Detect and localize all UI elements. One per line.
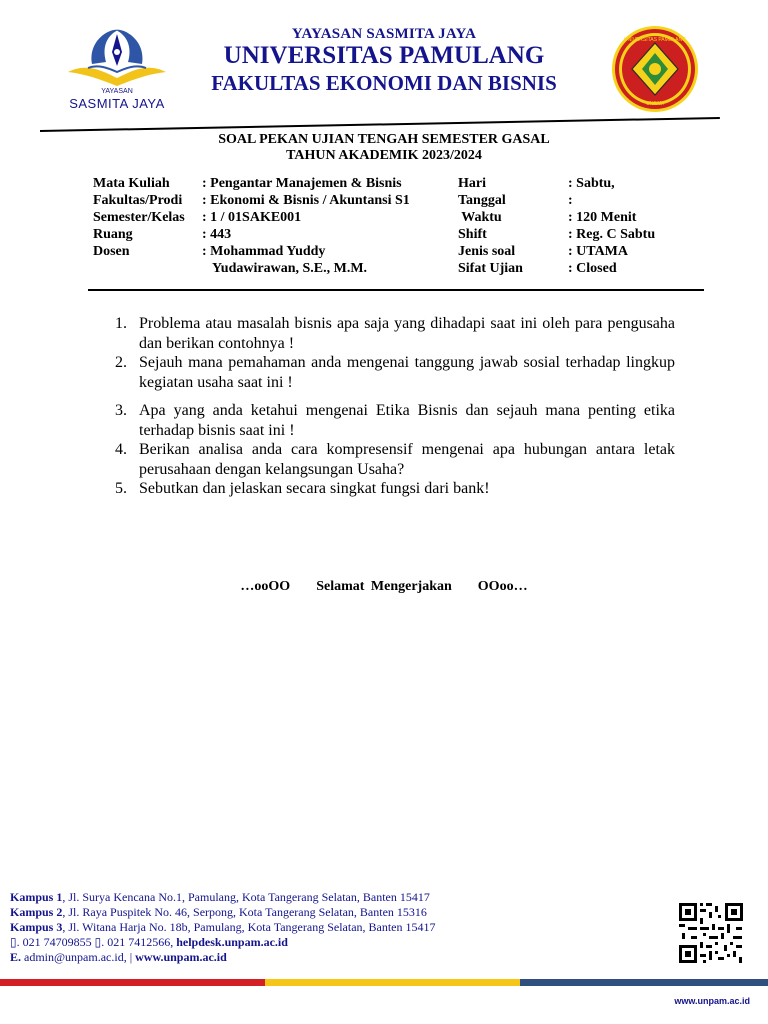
- website-link[interactable]: www.unpam.ac.id: [135, 950, 227, 964]
- info-value: : Mohammad Yuddy: [202, 244, 326, 259]
- campus-1-line: [10, 890, 436, 905]
- question-item: [105, 479, 675, 499]
- phone-numbers: ▯. 021 74709855 ▯. 021 7412566,: [10, 935, 177, 949]
- question-item: [105, 440, 675, 479]
- info-value: : 1 / 01SAKE001: [202, 210, 302, 225]
- campus-label: Kampus 1: [10, 890, 63, 904]
- university-name: UNIVERSITAS PAMULANG: [223, 42, 545, 69]
- campus-3-line: [10, 920, 436, 935]
- footer-color-stripes: [0, 979, 768, 986]
- stripe-red: [0, 979, 265, 986]
- campus-address: , Jl. Surya Kencana No.1, Pamulang, Kota Tangerang Selatan, Banten 15417: [62, 890, 430, 904]
- stripe-yellow: [265, 979, 520, 986]
- info-label: Sifat Ujian: [458, 261, 523, 276]
- logo-text-small: YAYASAN: [101, 88, 133, 95]
- info-label: Dosen: [93, 244, 130, 259]
- seal-text-top: UNIVERSITAS PAMULANG: [623, 37, 687, 43]
- closing-message: …ooOO Selamat Mengerjakan OOoo…: [240, 579, 528, 594]
- info-value: : 120 Menit: [568, 210, 637, 225]
- logo-text-large: SASMITA JAYA: [69, 96, 165, 111]
- question-text: Problema atau masalah bisnis apa saja yang dihadapi saat ini oleh para pengusaha dan berikan contohnya !: [139, 315, 675, 352]
- info-label: Semester/Kelas: [93, 210, 185, 225]
- info-value: : Pengantar Manajemen & Bisnis: [202, 176, 402, 191]
- question-text: Berikan analisa anda cara kompresensif mengenai apa hubungan antara letak perusahaan dengan kelangsungan Usaha?: [139, 441, 675, 478]
- email-line: [10, 950, 436, 965]
- email-address[interactable]: admin@unpam.ac.id, |: [21, 950, 136, 964]
- info-divider: [88, 289, 704, 291]
- info-value: : Sabtu,: [568, 176, 615, 191]
- info-label: Waktu: [458, 210, 502, 225]
- info-label: Jenis soal: [458, 244, 516, 259]
- question-text: Sejauh mana pemahaman anda mengenai tanggung jawab sosial terhadap lingkup kegiatan usaha saat ini !: [139, 354, 675, 391]
- campus-2-line: [10, 905, 436, 920]
- question-text: Apa yang anda ketahui mengenai Etika Bisnis dan sejauh mana penting etika terhadap bisnis saat ini !: [139, 402, 675, 439]
- info-label: Hari: [458, 176, 486, 191]
- info-value: Yudawirawan, S.E., M.M.: [202, 261, 368, 276]
- seal-text-bottom: UNPAM: [646, 101, 664, 107]
- header-divider: [40, 117, 720, 132]
- email-label: E.: [10, 950, 22, 964]
- question-number: 2.: [115, 354, 127, 371]
- exam-title: SOAL PEKAN UJIAN TENGAH SEMESTER GASAL: [218, 132, 550, 147]
- qr-code-icon: [678, 902, 744, 964]
- info-label: Mata Kuliah: [93, 176, 170, 191]
- info-value: :: [568, 193, 573, 208]
- info-label: Fakultas/Prodi: [93, 193, 183, 208]
- question-number: 3.: [115, 402, 127, 419]
- campus-label: Kampus 3: [10, 920, 63, 934]
- question-list: [105, 314, 675, 499]
- footer-address: [10, 890, 436, 965]
- question-item: [105, 401, 675, 440]
- info-label: Ruang: [93, 227, 133, 242]
- info-value: : UTAMA: [568, 244, 629, 259]
- info-label: Tanggal: [458, 193, 506, 208]
- info-value: : Reg. C Sabtu: [568, 227, 656, 242]
- question-item: [105, 314, 675, 353]
- phone-line: [10, 935, 436, 950]
- helpdesk-link[interactable]: helpdesk.unpam.ac.id: [176, 935, 288, 949]
- campus-address: , Jl. Witana Harja No. 18b, Pamulang, Kota Tangerang Selatan, Banten 15417: [62, 920, 436, 934]
- campus-label: Kampus 2: [10, 905, 63, 919]
- academic-year: TAHUN AKADEMIK 2023/2024: [286, 148, 482, 163]
- info-value: : Ekonomi & Bisnis / Akuntansi S1: [202, 193, 410, 208]
- info-label: Shift: [458, 227, 487, 242]
- question-number: 4.: [115, 441, 127, 458]
- question-number: 5.: [115, 480, 127, 497]
- foundation-name: YAYASAN SASMITA JAYA: [291, 26, 477, 42]
- footer-site-url[interactable]: www.unpam.ac.id: [674, 996, 750, 1006]
- info-value: : 443: [202, 227, 232, 242]
- stripe-blue: [520, 979, 768, 986]
- info-value: : Closed: [568, 261, 617, 276]
- question-number: 1.: [115, 315, 127, 332]
- faculty-name: FAKULTAS EKONOMI DAN BISNIS: [211, 71, 557, 95]
- university-seal-icon: [610, 25, 700, 113]
- question-text: Sebutkan dan jelaskan secara singkat fungsi dari bank!: [139, 480, 490, 497]
- campus-address: , Jl. Raya Puspitek No. 46, Serpong, Kota Tangerang Selatan, Banten 15316: [62, 905, 427, 919]
- question-item: [105, 353, 675, 392]
